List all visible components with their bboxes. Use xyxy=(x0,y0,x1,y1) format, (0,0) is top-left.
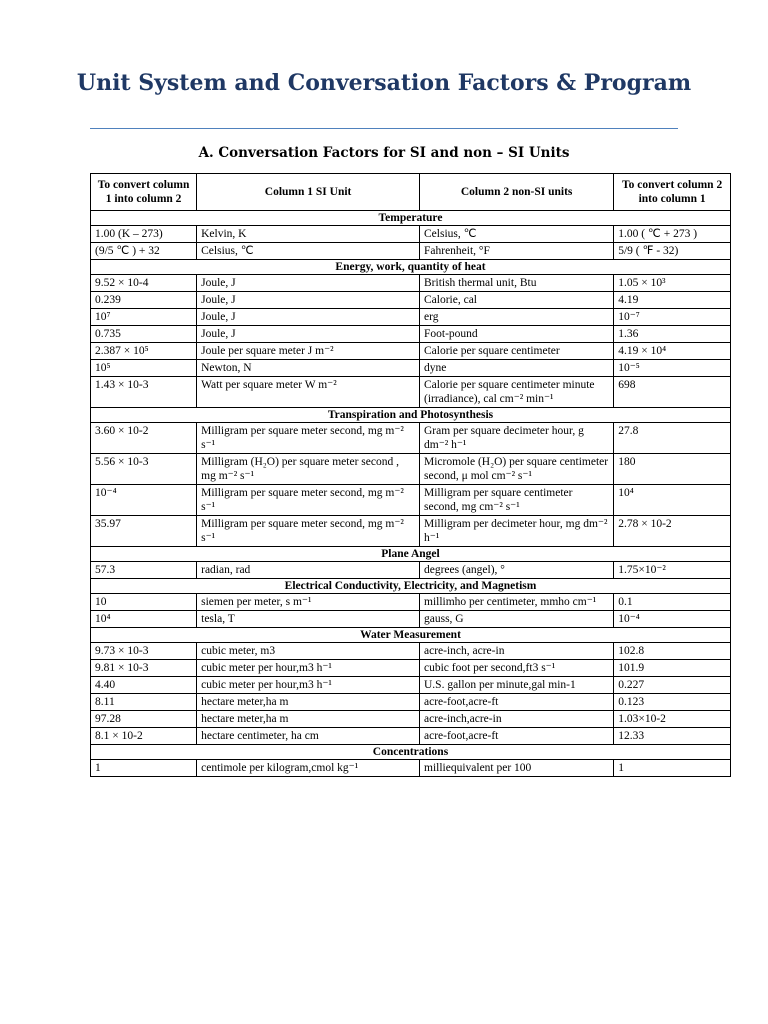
table-cell: 10⁻⁷ xyxy=(614,309,731,326)
table-cell: Milligram per decimeter hour, mg dm⁻² h⁻¹ xyxy=(420,516,614,547)
table-cell: cubic meter, m3 xyxy=(197,643,420,660)
header-cell: To convert column 2 into column 1 xyxy=(614,174,731,211)
table-cell: radian, rad xyxy=(197,562,420,579)
table-row xyxy=(91,243,731,260)
table-cell: 2.78 × 10-2 xyxy=(614,516,731,547)
table-cell: 1.43 × 10-3 xyxy=(91,377,197,408)
table-cell: Micromole (H₂O) per square centimeter second, μ mol cm⁻² s⁻¹ xyxy=(420,454,614,485)
section-row xyxy=(91,211,731,226)
section-row xyxy=(91,628,731,643)
table-cell: cubic meter per hour,m3 h⁻¹ xyxy=(197,677,420,694)
table-cell: 1.00 ( ℃ + 273 ) xyxy=(614,226,731,243)
table-cell: siemen per meter, s m⁻¹ xyxy=(197,594,420,611)
table-cell: millimho per centimeter, mmho cm⁻¹ xyxy=(420,594,614,611)
table-cell: 5.56 × 10-3 xyxy=(91,454,197,485)
table-row xyxy=(91,728,731,745)
table-cell: 97.28 xyxy=(91,711,197,728)
table-cell: 10⁴ xyxy=(614,485,731,516)
table-cell: milliequivalent per 100 xyxy=(420,760,614,777)
table-cell: 9.73 × 10-3 xyxy=(91,643,197,660)
table-cell: 698 xyxy=(614,377,731,408)
table-cell: 1.00 (K – 273) xyxy=(91,226,197,243)
table-cell: Milligram per square meter second, mg m⁻² s⁻¹ xyxy=(197,485,420,516)
table-row xyxy=(91,343,731,360)
table-row xyxy=(91,516,731,547)
table-row xyxy=(91,326,731,343)
table-cell: 0.735 xyxy=(91,326,197,343)
table-cell: tesla, T xyxy=(197,611,420,628)
table-body xyxy=(91,211,731,777)
table-cell: hectare centimeter, ha cm xyxy=(197,728,420,745)
header-cell: Column 2 non-SI units xyxy=(420,174,614,211)
table-row xyxy=(91,454,731,485)
table-cell: 102.8 xyxy=(614,643,731,660)
table-cell: Milligram per square meter second, mg m⁻² s⁻¹ xyxy=(197,516,420,547)
table-row xyxy=(91,377,731,408)
table-cell: 10⁷ xyxy=(91,309,197,326)
table-row xyxy=(91,423,731,454)
table-cell: Calorie, cal xyxy=(420,292,614,309)
table-cell: acre-foot,acre-ft xyxy=(420,728,614,745)
table-cell: 10⁴ xyxy=(91,611,197,628)
table-row xyxy=(91,360,731,377)
table-row xyxy=(91,309,731,326)
table-cell: gauss, G xyxy=(420,611,614,628)
table-cell: 101.9 xyxy=(614,660,731,677)
table-cell: cubic foot per second,ft3 s⁻¹ xyxy=(420,660,614,677)
table-cell: 10⁻⁵ xyxy=(614,360,731,377)
title-underline xyxy=(90,128,678,129)
table-cell: Fahrenheit, °F xyxy=(420,243,614,260)
table-cell: 9.52 × 10-4 xyxy=(91,275,197,292)
table-cell: Foot-pound xyxy=(420,326,614,343)
table-cell: Joule, J xyxy=(197,292,420,309)
table-row xyxy=(91,677,731,694)
table-cell: dyne xyxy=(420,360,614,377)
table-cell: acre-foot,acre-ft xyxy=(420,694,614,711)
table-cell: 8.1 × 10-2 xyxy=(91,728,197,745)
section-heading: Energy, work, quantity of heat xyxy=(91,260,731,275)
table-cell: 2.387 × 10⁵ xyxy=(91,343,197,360)
table-row xyxy=(91,292,731,309)
header-cell: Column 1 SI Unit xyxy=(197,174,420,211)
table-row xyxy=(91,711,731,728)
page-title: Unit System and Conversation Factors & Program xyxy=(76,70,692,96)
table-cell: Milligram (H₂O) per square meter second , mg m⁻² s⁻¹ xyxy=(197,454,420,485)
table-cell: hectare meter,ha m xyxy=(197,694,420,711)
section-row xyxy=(91,745,731,760)
section-heading: Water Measurement xyxy=(91,628,731,643)
table-cell: Milligram per square centimeter second, mg cm⁻² s⁻¹ xyxy=(420,485,614,516)
table-row xyxy=(91,226,731,243)
section-heading: Concentrations xyxy=(91,745,731,760)
header-cell: To convert column 1 into column 2 xyxy=(91,174,197,211)
table-cell: Calorie per square centimeter minute (irradiance), cal cm⁻² min⁻¹ xyxy=(420,377,614,408)
table-cell: 4.19 xyxy=(614,292,731,309)
table-cell: cubic meter per hour,m3 h⁻¹ xyxy=(197,660,420,677)
table-cell: 57.3 xyxy=(91,562,197,579)
table-cell: 8.11 xyxy=(91,694,197,711)
table-cell: degrees (angel), ° xyxy=(420,562,614,579)
table-cell: 4.40 xyxy=(91,677,197,694)
table-row xyxy=(91,275,731,292)
table-cell: 1 xyxy=(91,760,197,777)
table-cell: 0.239 xyxy=(91,292,197,309)
section-heading: Transpiration and Photosynthesis xyxy=(91,408,731,423)
table-cell: Calorie per square centimeter xyxy=(420,343,614,360)
table-cell: Milligram per square meter second, mg m⁻² s⁻¹ xyxy=(197,423,420,454)
table-cell: 10⁻⁴ xyxy=(91,485,197,516)
table-cell: Kelvin, K xyxy=(197,226,420,243)
table-cell: 0.1 xyxy=(614,594,731,611)
table-row xyxy=(91,611,731,628)
table-cell: (9/5 ℃ ) + 32 xyxy=(91,243,197,260)
table-cell: acre-inch,acre-in xyxy=(420,711,614,728)
table-row xyxy=(91,485,731,516)
section-row xyxy=(91,547,731,562)
table-cell: Gram per square decimeter hour, g dm⁻² h⁻¹ xyxy=(420,423,614,454)
table-cell: 1.36 xyxy=(614,326,731,343)
table-cell: Joule, J xyxy=(197,326,420,343)
table-row xyxy=(91,643,731,660)
table-cell: 1.05 × 10³ xyxy=(614,275,731,292)
section-heading: Electrical Conductivity, Electricity, and Magnetism xyxy=(91,579,731,594)
table-cell: centimole per kilogram,cmol kg⁻¹ xyxy=(197,760,420,777)
table-cell: 12.33 xyxy=(614,728,731,745)
table-cell: 10 xyxy=(91,594,197,611)
table-cell: U.S. gallon per minute,gal min-1 xyxy=(420,677,614,694)
table-row xyxy=(91,562,731,579)
section-row xyxy=(91,408,731,423)
table-cell: hectare meter,ha m xyxy=(197,711,420,728)
conversion-table xyxy=(90,173,731,777)
table-cell: 1.03×10-2 xyxy=(614,711,731,728)
table-cell: British thermal unit, Btu xyxy=(420,275,614,292)
table-cell: 180 xyxy=(614,454,731,485)
table-cell: Joule per square meter J m⁻² xyxy=(197,343,420,360)
table-cell: erg xyxy=(420,309,614,326)
table-cell: Joule, J xyxy=(197,309,420,326)
table-cell: 10⁻⁴ xyxy=(614,611,731,628)
section-heading: Temperature xyxy=(91,211,731,226)
section-row xyxy=(91,260,731,275)
table-header xyxy=(91,174,731,211)
section-heading: Plane Angel xyxy=(91,547,731,562)
table-row xyxy=(91,694,731,711)
table-cell: Celsius, ℃ xyxy=(420,226,614,243)
table-cell: 27.8 xyxy=(614,423,731,454)
section-subtitle: A. Conversation Factors for SI and non – SI Units xyxy=(198,145,570,161)
table-cell: 5/9 ( ℉ - 32) xyxy=(614,243,731,260)
table-cell: Joule, J xyxy=(197,275,420,292)
table-cell: 35.97 xyxy=(91,516,197,547)
table-row xyxy=(91,594,731,611)
table-cell: acre-inch, acre-in xyxy=(420,643,614,660)
table-cell: 0.227 xyxy=(614,677,731,694)
table-cell: 1.75×10⁻² xyxy=(614,562,731,579)
table-cell: Watt per square meter W m⁻² xyxy=(197,377,420,408)
table-cell: 10⁵ xyxy=(91,360,197,377)
table-cell: 0.123 xyxy=(614,694,731,711)
table-cell: 3.60 × 10-2 xyxy=(91,423,197,454)
table-cell: 4.19 × 10⁴ xyxy=(614,343,731,360)
table-cell: Celsius, ℃ xyxy=(197,243,420,260)
table-cell: 1 xyxy=(614,760,731,777)
table-row xyxy=(91,660,731,677)
table-cell: Newton, N xyxy=(197,360,420,377)
section-row xyxy=(91,579,731,594)
table-row xyxy=(91,760,731,777)
table-cell: 9.81 × 10-3 xyxy=(91,660,197,677)
